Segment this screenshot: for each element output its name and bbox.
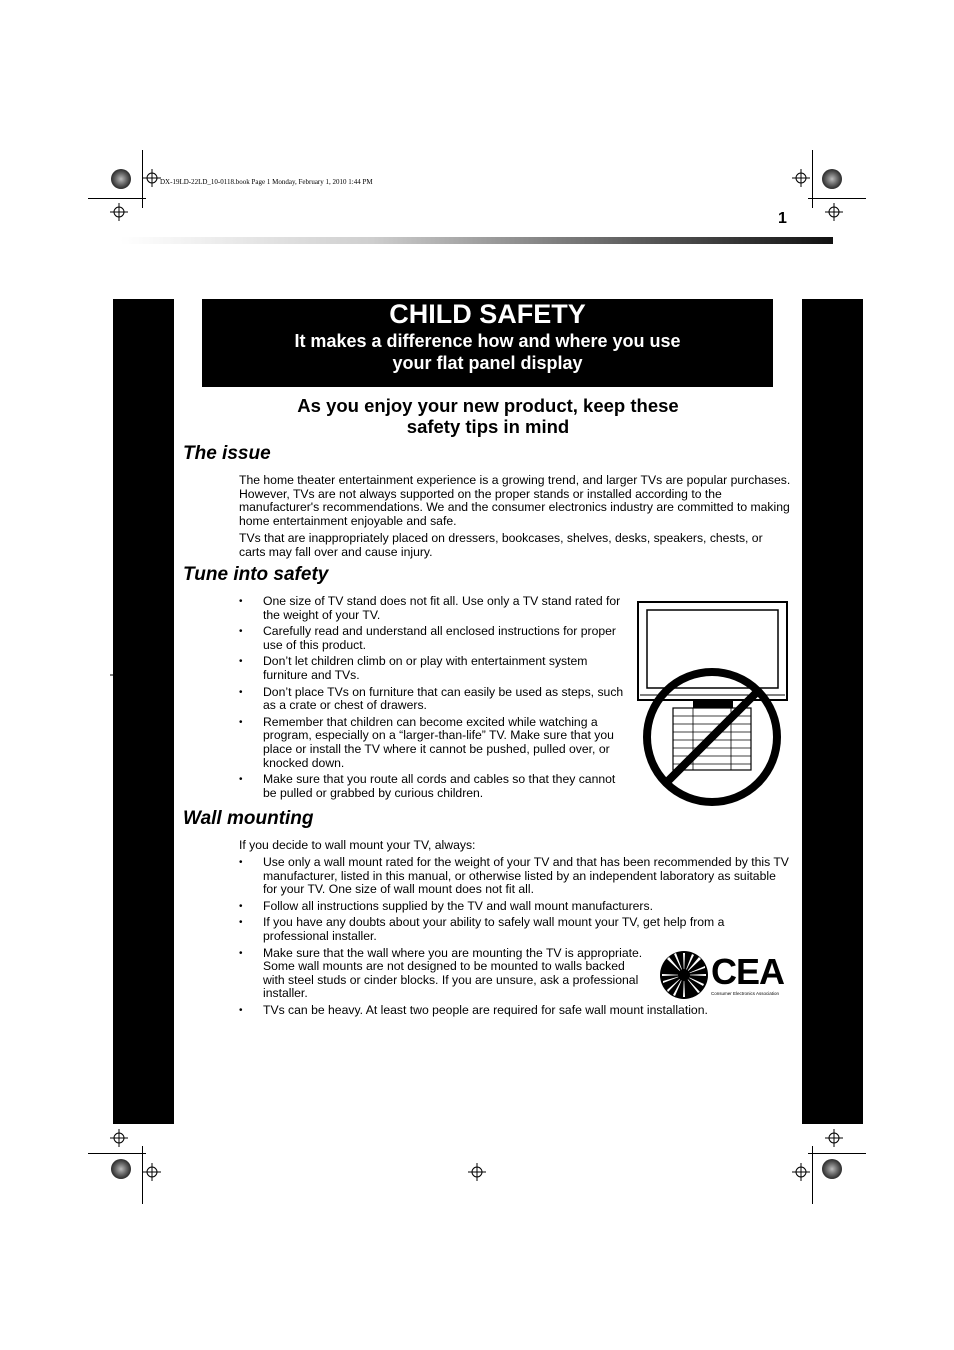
cea-logo-tagline: Consumer Electronics Association [711, 991, 780, 996]
tune-heading: Tune into safety [183, 564, 329, 585]
tagline [174, 395, 802, 437]
wall-heading: Wall mounting [183, 808, 314, 829]
list-item: • Don’t let children climb on or play with entertainment system furniture and TVs. [239, 655, 625, 682]
list-item: • TVs can be heavy. At least two people are required for safe wall mount installation. [239, 1004, 791, 1018]
list-item: • Make sure that the wall where you are mounting the TV is appropriate. Some wall mounts are not designed to be mounted to walls backed with steel studs or cinder blocks. If you are unsure, ask a professional installer. [239, 947, 648, 1001]
tagline-line1: As you enjoy your new product, keep these [297, 395, 679, 416]
wall-intro: If you decide to wall mount your TV, always: [239, 838, 476, 852]
list-item: • Follow all instructions supplied by the TV and wall mount manufacturers. [239, 900, 791, 914]
banner-subtitle-line2: your flat panel display [392, 353, 583, 373]
left-sidebar-bar [113, 299, 174, 1124]
issue-paragraph-1: The home theater entertainment experience is a growing trend, and larger TVs are popular purchases. However, TVs are not always supported on the proper stands or installed according to the manufacturer's recommendations. We and the consumer electronics industry are committed to making home entertainment enjoyable and safe. [239, 473, 791, 528]
list-item: • Carefully read and understand all enclosed instructions for proper use of this product. [239, 625, 625, 652]
tune-list [239, 595, 625, 803]
right-sidebar-bar [802, 299, 863, 1124]
starburst-icon [659, 950, 709, 1000]
list-item: • Remember that children can become excited while watching a program, especially on a “larger-than-life” TV. Make sure that you place or install the TV where it cannot be pushed, pulled over, or knocked down. [239, 716, 625, 770]
tagline-line2: safety tips in mind [406, 416, 570, 437]
issue-paragraph-2: TVs that are inappropriately placed on dressers, bookcases, shelves, desks, speakers, chests, or carts may fall over and cause injury. [239, 531, 763, 559]
page-number: 1 [778, 210, 787, 227]
list-item: • Make sure that you route all cords and cables so that they cannot be pulled or grabbed by curious children. [239, 773, 625, 800]
print-slug: DX-19LD-22LD_10-0118.book Page 1 Monday, February 1, 2010 1:44 PM [160, 178, 373, 186]
page-title: CHILD SAFETY [389, 299, 586, 329]
list-item: • Use only a wall mount rated for the weight of your TV and that has been recommended by this TV manufacturer, listed in this manual, or otherwise listed by an independent laboratory as suitable for your TV. One size of wall mount does not fit all. [239, 856, 791, 897]
banner-subtitle-line1: It makes a difference how and where you use [294, 331, 681, 351]
title-banner [202, 299, 773, 387]
cea-logo-wordmark: CEA [711, 951, 785, 992]
no-tv-on-crate-illustration [635, 600, 790, 810]
cea-logo [659, 950, 791, 1000]
list-item: • Don’t place TVs on furniture that can easily be used as steps, such as a crate or chest of drawers. [239, 686, 625, 713]
header-rule [120, 237, 833, 244]
list-item: • If you have any doubts about your ability to safely wall mount your TV, get help from a professional installer. [239, 916, 791, 943]
list-item: • One size of TV stand does not fit all. Use only a TV stand rated for the weight of your TV. [239, 595, 625, 622]
issue-heading: The issue [183, 443, 271, 464]
